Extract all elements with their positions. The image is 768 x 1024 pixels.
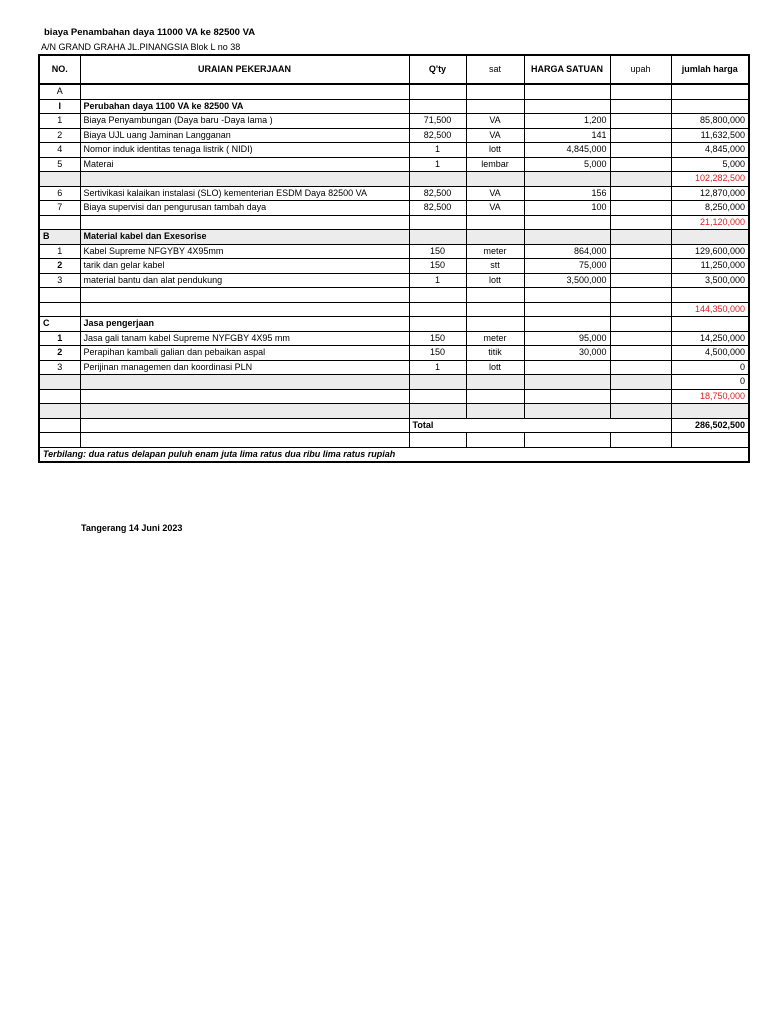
row-qty: 150 <box>409 244 466 259</box>
document-subtitle: A/N GRAND GRAHA JL.PINANGSIA Blok L no 38 <box>41 42 241 52</box>
row-sat: meter <box>466 244 524 259</box>
row-harga: 3,500,000 <box>524 273 610 288</box>
row-qty: 150 <box>409 259 466 274</box>
row-jumlah: 3,500,000 <box>671 273 749 288</box>
row-harga <box>524 360 610 375</box>
section-b-row <box>39 230 749 245</box>
row-no: 7 <box>39 201 80 216</box>
row-sat: titik <box>466 346 524 361</box>
row-harga: 100 <box>524 201 610 216</box>
row-harga: 4,845,000 <box>524 143 610 158</box>
table-row <box>39 360 749 375</box>
subtotal-c: 18,750,000 <box>671 389 749 404</box>
table-row <box>39 143 749 158</box>
row-jumlah: 129,600,000 <box>671 244 749 259</box>
section-b-title: Material kabel dan Exesorise <box>80 230 409 245</box>
section-c-title: Jasa pengerjaan <box>80 317 409 332</box>
table-header-row <box>39 55 749 84</box>
empty-row <box>39 433 749 448</box>
row-jumlah: 12,870,000 <box>671 186 749 201</box>
col-jumlah: jumlah harga <box>671 55 749 84</box>
row-desc: Biaya UJL uang Jaminan Langganan <box>80 128 409 143</box>
empty-row <box>39 375 749 390</box>
row-desc: Nomor induk identitas tenaga listrik ( NIDI) <box>80 143 409 158</box>
row-qty: 82,500 <box>409 186 466 201</box>
highlight-cell <box>671 404 749 419</box>
table-row <box>39 273 749 288</box>
section-c-label: C <box>39 317 80 332</box>
subtotal-row <box>39 215 749 230</box>
table-row <box>39 244 749 259</box>
table-row <box>39 114 749 129</box>
row-sat: stt <box>466 259 524 274</box>
section-a-sub-title: Perubahan daya 1100 VA ke 82500 VA <box>80 99 409 114</box>
row-sat: lott <box>466 360 524 375</box>
row-no: 2 <box>39 259 80 274</box>
subtotal-b: 144,350,000 <box>671 302 749 317</box>
row-qty: 1 <box>409 143 466 158</box>
row-no: 5 <box>39 157 80 172</box>
total-label: Total <box>409 418 671 433</box>
row-harga: 141 <box>524 128 610 143</box>
section-a-sub-no: I <box>39 99 80 114</box>
row-harga: 95,000 <box>524 331 610 346</box>
total-row <box>39 418 749 433</box>
col-qty: Q'ty <box>409 55 466 84</box>
subtotal-row <box>39 302 749 317</box>
row-qty: 1 <box>409 157 466 172</box>
document-title: biaya Penambahan daya 11000 VA ke 82500 VA <box>44 27 256 38</box>
row-sat: lott <box>466 273 524 288</box>
row-harga: 75,000 <box>524 259 610 274</box>
row-qty: 82,500 <box>409 128 466 143</box>
row-jumlah: 11,632,500 <box>671 128 749 143</box>
row-desc: Perijinan managemen dan koordinasi PLN <box>80 360 409 375</box>
row-jumlah: 5,000 <box>671 157 749 172</box>
row-harga: 1,200 <box>524 114 610 129</box>
table-row <box>39 201 749 216</box>
row-jumlah: 4,500,000 <box>671 346 749 361</box>
row-no: 1 <box>39 114 80 129</box>
table-row <box>39 157 749 172</box>
col-upah: upah <box>610 55 671 84</box>
row-no: 3 <box>39 273 80 288</box>
col-harga: HARGA SATUAN <box>524 55 610 84</box>
col-no: NO. <box>39 55 80 84</box>
row-qty: 1 <box>409 360 466 375</box>
col-uraian: URAIAN PEKERJAAN <box>80 55 409 84</box>
empty-row <box>39 288 749 303</box>
total-value: 286,502,500 <box>671 418 749 433</box>
signature-place-date: Tangerang 14 Juni 2023 <box>81 523 183 533</box>
section-a-label: A <box>39 84 80 99</box>
row-sat: VA <box>466 186 524 201</box>
row-no: 1 <box>39 331 80 346</box>
row-qty: 71,500 <box>409 114 466 129</box>
row-no: 3 <box>39 360 80 375</box>
row-qty: 150 <box>409 346 466 361</box>
row-desc: Perapihan kambali galian dan pebaikan aspal <box>80 346 409 361</box>
cost-table <box>38 54 750 463</box>
row-jumlah: 85,800,000 <box>671 114 749 129</box>
table-row <box>39 346 749 361</box>
extra-zero: 0 <box>671 375 749 390</box>
row-qty: 150 <box>409 331 466 346</box>
row-sat: VA <box>466 114 524 129</box>
table-row <box>39 128 749 143</box>
row-jumlah: 0 <box>671 360 749 375</box>
row-harga: 864,000 <box>524 244 610 259</box>
row-jumlah: 14,250,000 <box>671 331 749 346</box>
col-sat: sat <box>466 55 524 84</box>
row-no: 1 <box>39 244 80 259</box>
row-desc: Materai <box>80 157 409 172</box>
row-jumlah: 8,250,000 <box>671 201 749 216</box>
section-a-subtitle-row <box>39 99 749 114</box>
row-sat: lott <box>466 143 524 158</box>
subtotal-a2: 21,120,000 <box>671 215 749 230</box>
row-desc: Jasa gali tanam kabel Supreme NYFGBY 4X95 mm <box>80 331 409 346</box>
terbilang-row <box>39 447 749 462</box>
section-a-row <box>39 84 749 99</box>
row-desc: Biaya supervisi dan pengurusan tambah daya <box>80 201 409 216</box>
row-desc: Biaya Penyambungan (Daya baru -Daya lama ) <box>80 114 409 129</box>
row-qty: 82,500 <box>409 201 466 216</box>
row-no: 6 <box>39 186 80 201</box>
row-harga: 30,000 <box>524 346 610 361</box>
row-qty: 1 <box>409 273 466 288</box>
row-desc: tarik dan gelar kabel <box>80 259 409 274</box>
row-no: 2 <box>39 128 80 143</box>
table-row <box>39 259 749 274</box>
row-sat: VA <box>466 128 524 143</box>
row-jumlah: 4,845,000 <box>671 143 749 158</box>
row-no: 4 <box>39 143 80 158</box>
row-desc: material bantu dan alat pendukung <box>80 273 409 288</box>
row-sat: lembar <box>466 157 524 172</box>
row-jumlah: 11,250,000 <box>671 259 749 274</box>
subtotal-a1: 102,282,500 <box>671 172 749 187</box>
row-no: 2 <box>39 346 80 361</box>
row-harga: 5,000 <box>524 157 610 172</box>
empty-row <box>39 404 749 419</box>
table-row <box>39 331 749 346</box>
subtotal-row <box>39 389 749 404</box>
row-sat: VA <box>466 201 524 216</box>
row-sat: meter <box>466 331 524 346</box>
table-row <box>39 186 749 201</box>
row-desc: Kabel Supreme NFGYBY 4X95mm <box>80 244 409 259</box>
row-desc: Sertivikasi kalaikan instalasi (SLO) kementerian ESDM Daya 82500 VA <box>80 186 409 201</box>
terbilang-text: Terbilang: dua ratus delapan puluh enam juta lima ratus dua ribu lima ratus rupiah <box>39 447 749 462</box>
subtotal-row <box>39 172 749 187</box>
section-c-row <box>39 317 749 332</box>
row-harga: 156 <box>524 186 610 201</box>
section-b-label: B <box>39 230 80 245</box>
